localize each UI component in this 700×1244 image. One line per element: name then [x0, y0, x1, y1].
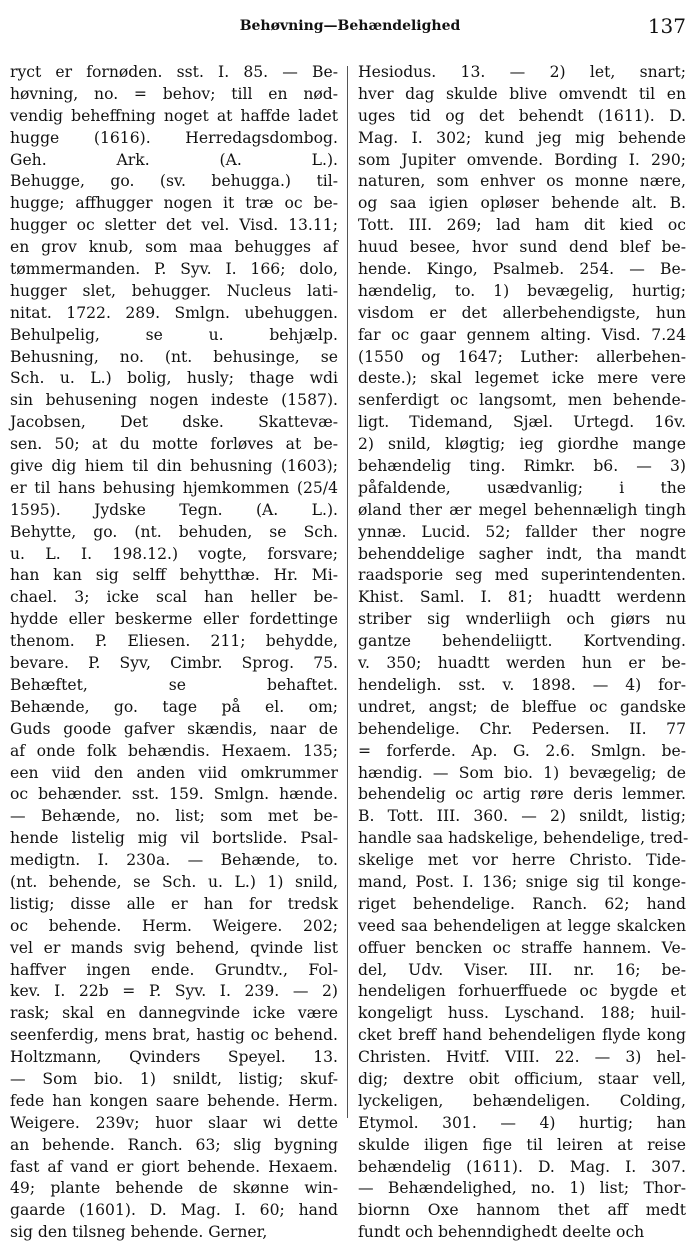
- right-column-line: behendelig oc artig røre deris lemmer.: [358, 785, 686, 804]
- page-number: 137: [647, 14, 686, 38]
- left-column-line: oc behende. Herm. Weigere. 202;: [10, 916, 338, 935]
- right-column-line: lyckeligen, behændeligen. Colding,: [358, 1091, 686, 1110]
- right-column-line: behenddelige sagher indt, tha mandt: [358, 544, 686, 563]
- left-column-line: sen. 50; at du motte forløves at be-: [10, 435, 338, 454]
- left-column-line: en grov knub, som maa behugges af: [10, 238, 338, 257]
- right-column-line: skulde iligen fige til leiren at reise: [358, 1135, 686, 1154]
- left-column-line: vendig beheffning noget at haffde ladet: [10, 106, 338, 125]
- right-column-line: hende. Kingo, Psalmeb. 254. — Be-: [358, 260, 686, 279]
- left-column-line: Behulpelig, se u. behjælp.: [10, 325, 338, 344]
- right-column-line: (1550 og 1647; Luther: allerbehen-: [358, 347, 686, 366]
- right-column-line: Hesiodus. 13. — 2) let, snart;: [358, 63, 686, 81]
- left-column-line: hugge (1616). Herredagsdombog.: [10, 128, 338, 147]
- right-column-line: = forferde. Ap. G. 2.6. Smlgn. be-: [358, 741, 686, 760]
- left-column-line: Holtzmann, Qvinders Speyel. 13.: [10, 1048, 338, 1067]
- right-column-line: skelige met vor herre Christo. Tide-: [358, 851, 686, 870]
- left-column: [10, 62, 338, 1242]
- left-column-line: hugge; affhugger nogen it træ oc be-: [10, 194, 338, 213]
- right-column-line: del, Udv. Viser. III. nr. 16; be-: [358, 960, 686, 979]
- left-column-line: Behugge, go. (sv. behugga.) til-: [10, 172, 338, 191]
- left-column-line: (nt. behende, se Sch. u. L.) 1) snild,: [10, 872, 338, 891]
- right-column-line: biornn Oxe hannom thet aff medt: [358, 1201, 686, 1220]
- right-column-line: Christen. Hvitf. VIII. 22. — 3) hel-: [358, 1048, 686, 1067]
- left-column-line: hugger oc sletter det vel. Visd. 13.11;: [10, 216, 338, 235]
- right-column-line: dig; dextre obit officium, staar vell,: [358, 1069, 686, 1088]
- left-column-line: an behende. Ranch. 63; slig bygning: [10, 1135, 338, 1154]
- left-column-line: er til hans behusing hjemkommen (25/4: [10, 478, 338, 497]
- right-column-line: mand, Post. I. 136; snige sig til konge-: [358, 872, 686, 891]
- running-head: Behøvning—Behændelighed: [239, 18, 461, 34]
- right-column-line: veed saa behendeligen at legge skalcken: [358, 916, 686, 935]
- left-column-line: sig den tilsneg behende. Gerner,: [10, 1223, 268, 1242]
- left-column-line: Behytte, go. (nt. behuden, se Sch.: [10, 522, 338, 541]
- left-column-line: rask; skal en dannegvinde icke være: [10, 1004, 338, 1023]
- left-column-line: han kan sig selff behytthæ. Hr. Mi-: [10, 566, 338, 585]
- left-column-line: Behæftet, se behaftet.: [10, 675, 338, 694]
- right-column-line: B. Tott. III. 360. — 2) snildt, listig;: [358, 807, 686, 826]
- left-column-line: nitat. 1722. 289. Smlgn. ubehuggen.: [10, 303, 338, 322]
- column-divider: [347, 66, 348, 1118]
- left-column-line: Geh. Ark. (A. L.).: [10, 150, 338, 169]
- right-column-line: og saa igien opløser behende alt. B.: [358, 194, 686, 213]
- right-column-line: v. 350; huadtt werden hun er be-: [358, 654, 686, 673]
- left-column-line: medigtn. I. 230a. — Behænde, to.: [10, 851, 338, 870]
- right-column-line: far oc gaar gennem alting. Visd. 7.24: [358, 325, 686, 344]
- right-column-line: striber sig wnderliigh och giørs nu: [358, 610, 686, 629]
- left-column-line: — Som bio. 1) snildt, listig; skuf-: [10, 1069, 338, 1088]
- left-column-line: vel er mands svig behend, qvinde list: [10, 938, 338, 957]
- right-column-line: hendeligh. sst. v. 1898. — 4) for-: [358, 675, 686, 694]
- left-column-line: Sch. u. L.) bolig, husly; thage wdi: [10, 369, 338, 388]
- left-column-line: tømmermanden. P. Syv. I. 166; dolo,: [10, 260, 338, 279]
- right-column-line: visdom er det allerbehendigste, hun: [358, 303, 686, 322]
- right-column-line: hændelig, to. 1) bevægelig, hurtig;: [358, 281, 686, 300]
- left-column-line: thenom. P. Eliesen. 211; behydde,: [10, 632, 338, 651]
- left-column-line: give dig hiem til din behusning (1603);: [10, 457, 338, 476]
- left-column-line: Weigere. 239v; huor slaar wi dette: [10, 1113, 338, 1132]
- left-column-line: seenferdig, mens brat, hastig oc behend.: [10, 1026, 338, 1045]
- right-column-line: cket breff hand behendeligen flyde kong: [358, 1026, 686, 1045]
- right-column-line: senferdigt oc langsomt, men behende-: [358, 391, 686, 410]
- right-column-line: ynnæ. Lucid. 52; fallder ther nogre: [358, 522, 686, 541]
- right-column-line: som Jupiter omvende. Bording I. 290;: [358, 150, 686, 169]
- right-column-line: hendeligen forhuerffuede oc bygde et: [358, 982, 686, 1001]
- right-column-line: Mag. I. 302; kund jeg mig behende: [358, 128, 686, 147]
- left-column-line: Behusning, no. (nt. behusinge, se: [10, 347, 338, 366]
- left-column-line: hydde eller beskerme eller fordettinge: [10, 610, 338, 629]
- left-column-line: Jacobsen, Det dske. Skattevæ-: [10, 413, 338, 432]
- right-column-line: naturen, som enhver os monne nære,: [358, 172, 686, 191]
- left-column-line: kev. I. 22b = P. Syv. I. 239. — 2): [10, 982, 338, 1001]
- right-column-line: riget behendelige. Ranch. 62; hand: [358, 894, 686, 913]
- right-column-line: handle saa hadskelige, behendelige, tred-: [358, 829, 689, 848]
- left-column-line: 49; plante behende de skønne win-: [10, 1179, 338, 1198]
- left-column-line: haffver ingen ende. Grundtv., Fol-: [10, 960, 338, 979]
- right-column-line: raadsporie seg med superintendenten.: [358, 566, 686, 585]
- right-column-line: hver dag skulde blive omvendt til en: [358, 84, 686, 103]
- left-column-line: fede han kongen saare behende. Herm.: [10, 1091, 338, 1110]
- left-column-line: ryct er fornøden. sst. I. 85. — Be-: [10, 63, 338, 81]
- right-column-line: hændig. — Som bio. 1) bevægelig; de: [358, 763, 686, 782]
- left-column-line: bevare. P. Syv, Cimbr. Sprog. 75.: [10, 654, 338, 673]
- left-column-line: gaarde (1601). D. Mag. I. 60; hand: [10, 1201, 338, 1220]
- right-column-line: huud besee, hvor sund dend blef be-: [358, 238, 686, 257]
- right-column: [358, 62, 689, 1242]
- right-column-line: 2) snild, kløgtig; ieg giordhe mange: [358, 435, 686, 454]
- left-column-line: Guds goode gafver skændis, naar de: [10, 719, 338, 738]
- right-column-line: uges tid og det behendt (1611). D.: [358, 106, 686, 125]
- right-column-line: behændelig (1611). D. Mag. I. 307.: [358, 1157, 686, 1176]
- right-column-line: behendelige. Chr. Pedersen. II. 77: [358, 719, 686, 738]
- right-column-line: — Behændelighed, no. 1) list; Thor-: [358, 1179, 686, 1198]
- left-column-line: hugger slet, behugger. Nucleus lati-: [10, 281, 338, 300]
- right-column-line: Etymol. 301. — 4) hurtig; han: [358, 1113, 686, 1132]
- left-column-line: Behænde, go. tage på el. om;: [10, 697, 338, 716]
- right-column-line: Tott. III. 269; lad ham dit kied oc: [358, 216, 686, 235]
- page-header: [0, 14, 700, 44]
- right-column-line: øland ther ær megel behennæligh tingh: [358, 500, 686, 519]
- left-column-line: høvning, no. = behov; till en nød-: [10, 84, 338, 103]
- left-column-line: fast af vand er giort behende. Hexaem.: [10, 1157, 338, 1176]
- left-column-line: hende listelig mig vil bortslide. Psal-: [10, 829, 338, 848]
- left-column-line: chael. 3; icke scal han heller be-: [10, 588, 338, 607]
- right-column-line: undret, angst; de bleffue oc gandske: [358, 697, 686, 716]
- right-column-line: gantze behendeliigtt. Kortvending.: [358, 632, 686, 651]
- right-column-line: påfaldende, usædvanlig; i the: [358, 478, 686, 497]
- right-column-line: kongeligt huss. Lyschand. 188; huil-: [358, 1004, 686, 1023]
- right-column-line: fundt och behenndighedt deelte och: [358, 1223, 645, 1242]
- right-column-line: behændelig ting. Rimkr. b6. — 3): [358, 457, 686, 476]
- left-column-line: een viid den anden viid omkrummer: [10, 763, 338, 782]
- right-column-line: offuer bencken oc straffe hannem. Ve-: [358, 938, 686, 957]
- right-column-line: ligt. Tidemand, Sjæl. Urtegd. 16v.: [358, 413, 686, 432]
- left-column-line: sin behusening nogen indeste (1587).: [10, 391, 338, 410]
- right-column-line: deste.); skal legemet icke mere vere: [358, 369, 686, 388]
- left-column-line: listig; disse alle er han for tredsk: [10, 894, 338, 913]
- left-column-line: oc behænder. sst. 159. Smlgn. hænde.: [10, 785, 338, 804]
- left-column-line: — Behænde, no. list; som met be-: [10, 807, 338, 826]
- left-column-line: af onde folk behændis. Hexaem. 135;: [10, 741, 338, 760]
- left-column-line: u. L. I. 198.12.) vogte, forsvare;: [10, 544, 338, 563]
- right-column-line: Khist. Saml. I. 81; huadtt werdenn: [358, 588, 686, 607]
- left-column-line: 1595). Jydske Tegn. (A. L.).: [10, 500, 338, 519]
